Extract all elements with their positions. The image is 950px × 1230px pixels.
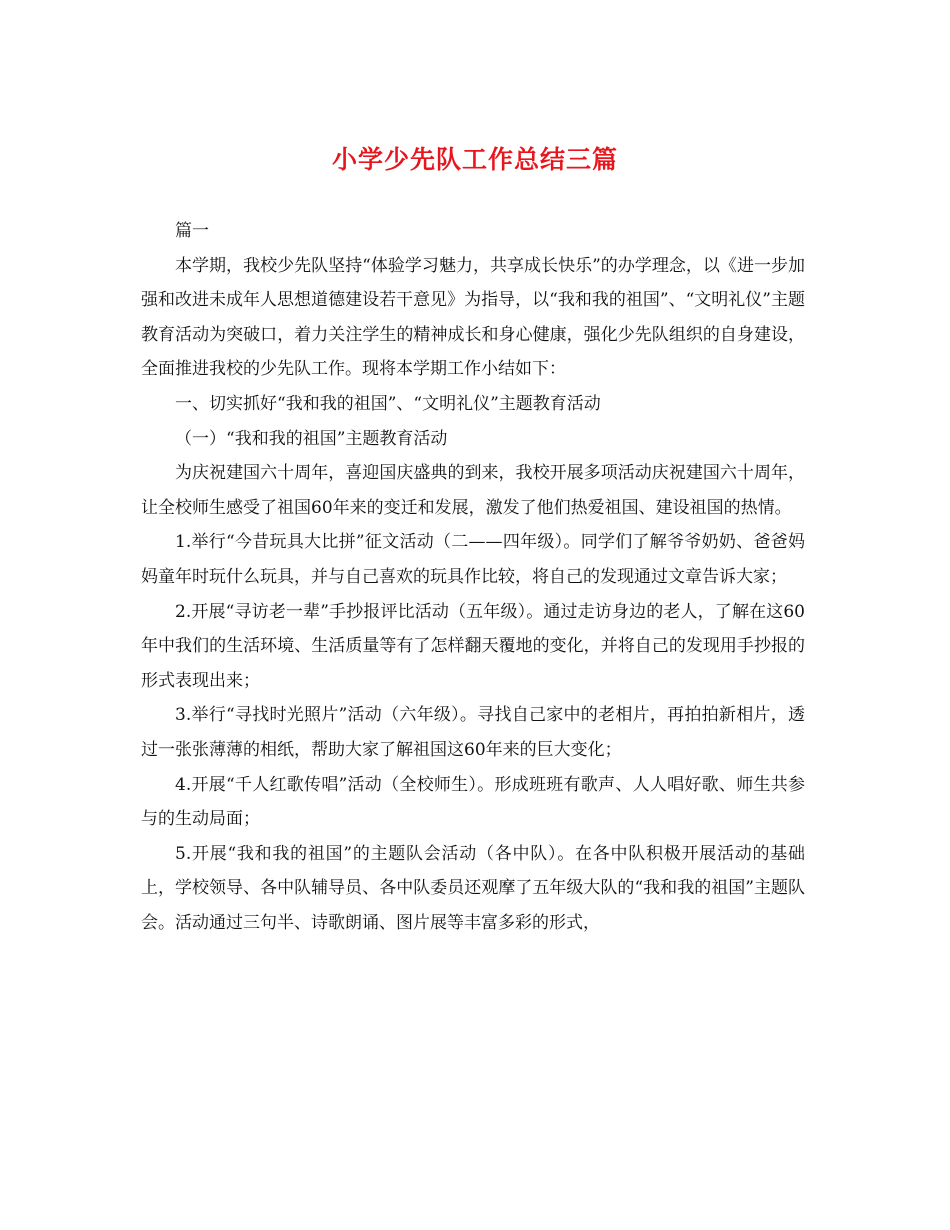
paragraph-item-4: 4.开展“千人红歌传唱”活动（全校师生）。形成班班有歌声、人人唱好歌、师生共参与的生动局面；	[141, 774, 805, 830]
document-title: 小学少先队工作总结三篇	[331, 145, 618, 174]
paragraph-item-2: 2.开展“寻访老一辈”手抄报评比活动（五年级）。通过走访身边的老人，了解在这60年中我们的生活环境、生活质量等有了怎样翻天覆地的变化，并将自己的发现用手抄报的形式表现出来；	[141, 601, 805, 691]
paragraph-celebration: 为庆祝建国六十周年，喜迎国庆盛典的到来，我校开展多项活动庆祝建国六十周年，让全校师生感受了祖国60年来的变迁和发展，激发了他们热爱祖国、建设祖国的热情。	[141, 463, 805, 518]
paragraph-heading-1: 一、切实抓好“我和我的祖国”、“文明礼仪”主题教育活动	[175, 393, 601, 414]
paragraph-item-3: 3.举行“寻找时光照片”活动（六年级）。寻找自己家中的老相片，再拍拍新相片，透过一张张薄薄的相纸，帮助大家了解祖国这60年来的巨大变化；	[141, 705, 805, 760]
paragraph-subheading-1: （一）“我和我的祖国”主题教育活动	[175, 428, 448, 449]
paragraph-section-heading: 篇一	[175, 221, 209, 241]
paragraph-intro: 本学期，我校少先队坚持“体验学习魅力，共享成长快乐”的办学理念，以《进一步加强和改进未成年人思想道德建设若干意见》为指导，以“我和我的祖国”、“文明礼仪”主题教育活动为突破口，着力关注学生的精神成长和身心健康，强化少先队组织的自身建设，全面推进我校的少先队工作。现将本学期工作小结如下：	[141, 255, 805, 380]
paragraph-item-1: 1.举行“今昔玩具大比拼”征文活动（二——四年级）。同学们了解爷爷奶奶、爸爸妈妈童年时玩什么玩具，并与自己喜欢的玩具作比较，将自己的发现通过文章告诉大家；	[141, 532, 805, 587]
paragraph-item-5: 5.开展“我和我的祖国”的主题队会活动（各中队）。在各中队积极开展活动的基础上，学校领导、各中队辅导员、各中队委员还观摩了五年级大队的“我和我的祖国”主题队会。活动通过三句半、诗歌朗诵、图片展等丰富多彩的形式，	[141, 843, 805, 933]
document-body	[141, 214, 805, 940]
